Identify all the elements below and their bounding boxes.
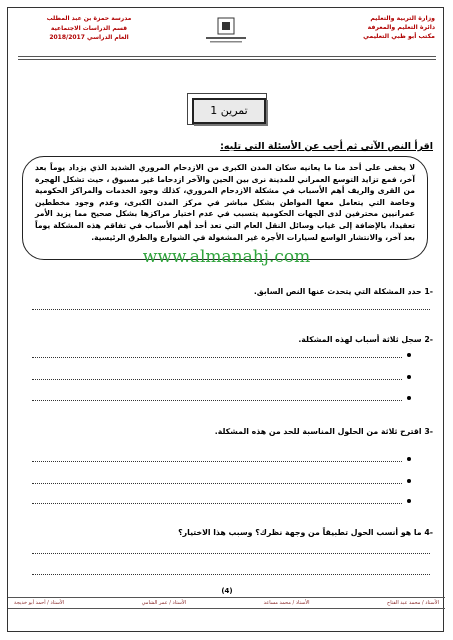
question-text: ما هو أنسب الحول تطبيقاً من وجهة نظرك؟ وسبب هذا الاختيار؟ (178, 528, 422, 537)
department-name: قسم الدراسات الاجتماعية (50, 24, 128, 32)
school-header (14, 14, 164, 43)
question-text: سجل ثلاثة أسباب لهذه المشكلة. (298, 335, 422, 344)
answer-line[interactable] (32, 309, 430, 310)
question-2 (298, 335, 433, 344)
academic-year: العام الدراسي 2018/2017 (49, 34, 129, 41)
teacher-name: الأستاذ / عمر الشامي (141, 600, 187, 606)
page-number: (4) (221, 587, 233, 595)
answer-line[interactable] (32, 553, 430, 554)
answer-line[interactable] (32, 379, 402, 380)
school-name: مدرسة حمزة بن عبد المطلب (46, 15, 132, 22)
question-number: -1 (424, 287, 433, 296)
ministry-emblem-icon (200, 16, 252, 46)
bullet-icon (407, 479, 411, 483)
answer-line[interactable] (32, 357, 402, 358)
answer-line[interactable] (32, 400, 402, 401)
question-number: -3 (424, 427, 433, 436)
instructions: اقرأ النص الآتي ثم أجب عن الأسئلة التي تليه: (220, 141, 433, 152)
question-3 (215, 427, 433, 436)
bullet-icon (407, 457, 411, 461)
bullet-icon (407, 353, 411, 357)
answer-line[interactable] (32, 503, 402, 504)
ministry-header (295, 14, 435, 41)
teacher-name: الأستاذ / أحمد أبو خديجة (14, 600, 65, 606)
question-1 (254, 287, 433, 296)
question-4 (178, 528, 433, 537)
ministry-line: وزارة التربية والتعليم (370, 15, 435, 22)
watermark: www.almanahj.com (142, 247, 311, 267)
answer-line[interactable] (32, 461, 402, 462)
office-line: مكتب أبو ظبي التعليمي (363, 33, 435, 40)
answer-line[interactable] (32, 574, 430, 575)
bullet-icon (407, 499, 411, 503)
header-rule (18, 56, 436, 57)
teacher-name: الأستاذ / محمد عبد الفتاح (387, 600, 439, 606)
department-line: دائرة التعليم والمعرفة (367, 24, 435, 31)
question-number: -4 (424, 528, 433, 537)
exercise-title: تمرين 1 (192, 98, 266, 124)
bullet-icon (407, 396, 411, 400)
bullet-icon (407, 375, 411, 379)
footer-teachers (8, 597, 445, 609)
answer-line[interactable] (32, 483, 402, 484)
header-rule (18, 59, 436, 60)
teacher-name: الأستاذ / محمد مساعد (263, 600, 310, 606)
question-number: -2 (424, 335, 433, 344)
question-text: حدد المشكلة التي يتحدث عنها النص السابق. (253, 287, 422, 296)
reading-passage: لا يخفى على أحد منا ما يعانيه سكان المدن الكبرى من الازدحام المروري الشديد الذي يزداد يوماً بعد آخر، فمع تزايد التوسع العمراني للمدينة نرى بين الحين والآخر ازدحاما غير مسبوق ، حيث تشكل الهجرة من القرى والريف أهم الأسباب في مشكلة الازدحام المروري، كذلك وجود الخدمات والمراكز الحكومية وخاصة التي يتعامل معها المواطن بشكل مباشر في مركز المدن الكبرى، وعدم وجود مخططين عمرانيين محترفين لدى الجهات الحكومية يتسبب في عدم اختيار مراكزها بشكل صحيح مما يزيد الأمر تعقيدا، بالإضافة إلى غياب وسائل النقل العام التي تعد أحد أهم الأسباب في تفاقم هذه المشكلة يوماً بعد آخر، والانتشار الواسع لسيارات الأجرة غير المشغولة في الشوارع والطرق الرئيسية. (22, 156, 428, 260)
question-text: اقترح ثلاثة من الحلول المناسبة للحد من هذه المشكلة. (214, 427, 422, 436)
